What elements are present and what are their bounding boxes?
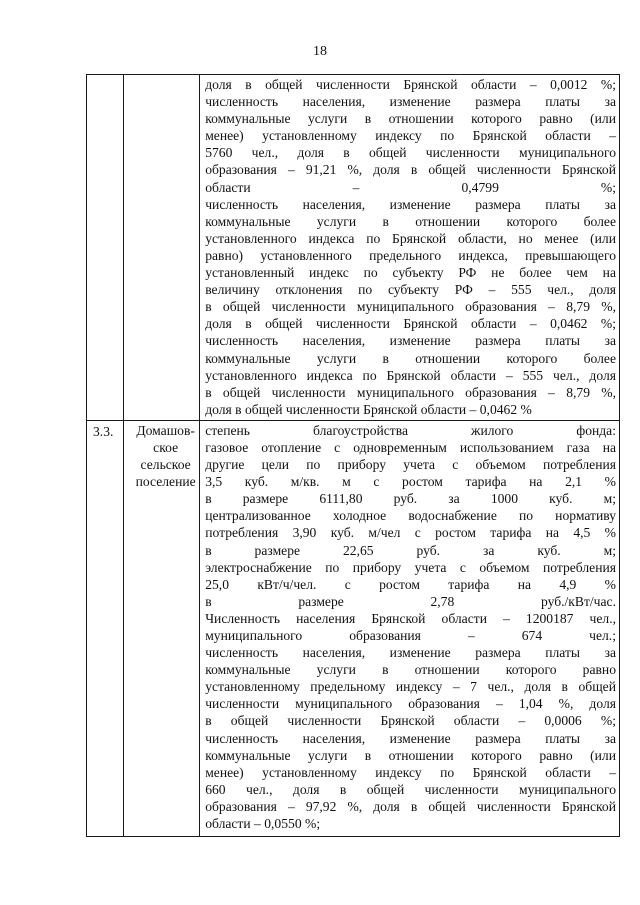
text-line: другие цели по прибору учета с объемом потребления: [205, 457, 616, 473]
text-line: 660 чел., доля в общей численности муниципального: [205, 781, 616, 797]
text-line: муниципального образования – 674 чел.;: [205, 628, 616, 643]
text-line: образования – 97,92 %, доля в общей численности Брянской: [205, 798, 616, 814]
text-line: в общей численности муниципального образования – 8,79 %,: [205, 384, 616, 400]
settlement-name-cell: [124, 420, 200, 836]
text-line: коммунальные услуги в отношении которого равно: [205, 662, 616, 678]
text-line: потребления 3,90 куб. м/чел с ростом тарифа на 4,5 %: [205, 525, 616, 541]
text-line: в размере 2,78 руб./кВт/час.: [205, 593, 616, 609]
text-line: степень благоустройства жилого фонда:: [205, 422, 616, 438]
text-line: газовое отопление с одновременным использованием газа на: [205, 439, 616, 455]
text-line: 5760 чел., доля в общей численности муниципального: [205, 145, 616, 161]
text-line: численность населения, изменение размера платы за: [205, 730, 616, 746]
settlement-name-cell: [124, 75, 200, 421]
text-line: численность населения, изменение размера платы за: [205, 333, 616, 349]
settlement-name-line: ское: [153, 439, 179, 455]
text-line: коммунальные услуги в отношении которого более: [205, 350, 616, 366]
text-line: установленному предельному индексу – 7 чел., доля в общей: [205, 679, 616, 695]
text-line: 25,0 кВт/ч/чел. с ростом тарифа на 4,9 %: [205, 576, 616, 592]
text-line: установленный индекс по субъекту РФ не более чем на: [205, 265, 616, 281]
table-row: [87, 75, 620, 421]
text-line: коммунальные услуги в отношении которого равно (или: [205, 747, 616, 763]
text-line: доля в общей численности Брянской области – 0,0462 %: [205, 401, 532, 417]
text-line: образования – 91,21 %, доля в общей численности Брянской: [205, 162, 616, 178]
row-number-cell: 3.3.: [87, 420, 124, 836]
text-line: коммунальные услуги в отношении которого равно (или: [205, 111, 616, 127]
text-line: равно) установленного предельного индекса, превышающего: [205, 247, 616, 263]
settlement-name-line: сельское: [140, 457, 191, 473]
text-line: в размере 6111,80 руб. за 1000 куб. м;: [205, 491, 616, 507]
text-line: численности муниципального образования – 1,04 %, доля: [205, 696, 616, 712]
text-line: менее) установленному индексу по Брянской области –: [205, 128, 616, 144]
settlement-name-line: поселение: [135, 474, 196, 490]
text-line: области – 0,0550 %;: [205, 816, 321, 832]
table-row: [87, 420, 620, 836]
text-line: установленного индекса по Брянской области – 555 чел., доля: [205, 367, 616, 383]
text-line: величину отклонения по субъекту РФ – 555 чел., доля: [205, 282, 616, 298]
text-line: менее) установленному индексу по Брянской области –: [205, 764, 616, 780]
text-line: электроснабжение по прибору учета с объемом потребления: [205, 559, 616, 575]
text-line: численность населения, изменение размера платы за: [205, 196, 616, 212]
text-line: централизованное холодное водоснабжение по нормативу: [205, 508, 616, 524]
text-line: в общей численности муниципального образования – 8,79 %,: [205, 299, 616, 315]
text-line: численность населения, изменение размера платы за: [205, 645, 616, 661]
text-line: в размере 22,65 руб. за куб. м;: [205, 542, 616, 558]
description-cell: [200, 420, 620, 836]
text-line: доля в общей численности Брянской области – 0,0012 %;: [205, 77, 616, 92]
page-number: 18: [313, 44, 327, 59]
text-line: доля в общей численности Брянской области – 0,0462 %;: [205, 316, 616, 332]
text-line: Численность населения Брянской области – 1200187 чел.,: [205, 610, 616, 626]
text-line: 3,5 куб. м/кв. м с ростом тарифа на 2,1 %: [205, 474, 616, 490]
text-line: области – 0,4799 %;: [205, 179, 616, 195]
settlement-name-line: Домашов-: [136, 422, 195, 438]
row-number-cell: [87, 75, 124, 421]
text-line: коммунальные услуги в отношении которого более: [205, 213, 616, 229]
description-cell: [200, 75, 620, 421]
text-line: в общей численности Брянской области – 0,0006 %;: [205, 713, 616, 729]
tariff-table: [86, 74, 620, 837]
text-line: установленного индекса по Брянской области, но менее (или: [205, 230, 616, 246]
text-line: численность населения, изменение размера платы за: [205, 94, 616, 110]
